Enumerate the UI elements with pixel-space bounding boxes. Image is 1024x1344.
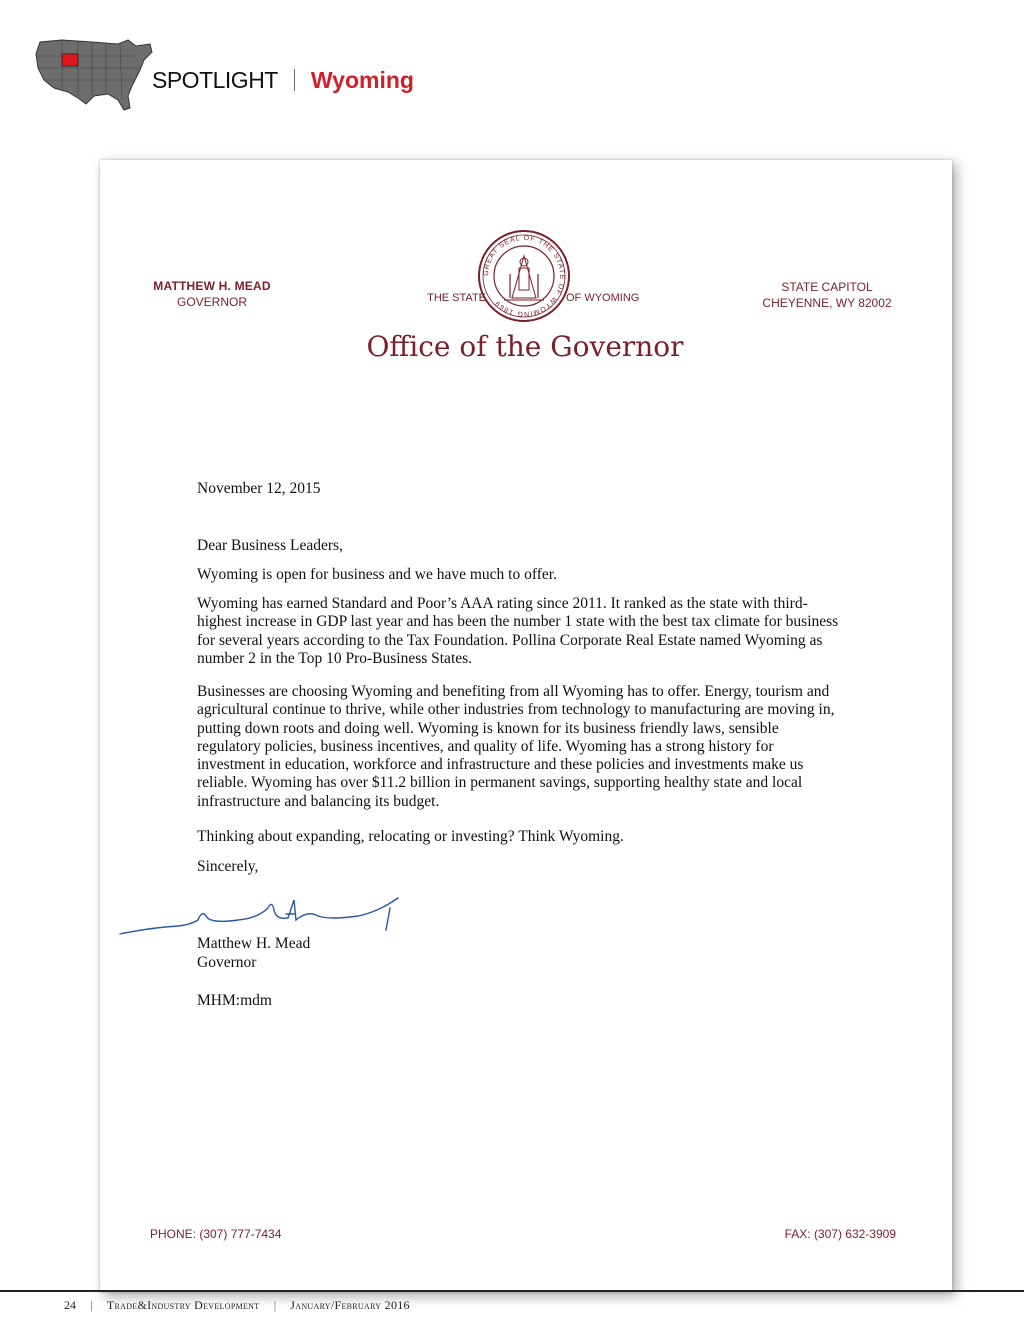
- paragraph-2: Wyoming has earned Standard and Poor’s AAA rating since 2011. It ranked as the state with third-highest increase in GDP last year and has been the number 1 state with the best tax climate for business for several years according to the Tax Foundation. Pollina Corporate Real Estate named Wyoming as number 2 in the Top 10 Pro-Business States.: [197, 595, 839, 667]
- paragraph-4: Thinking about expanding, relocating or investing? Think Wyoming.: [197, 828, 624, 845]
- address-line-2: CHEYENNE, WY 82002: [762, 296, 892, 310]
- letter-date: November 12, 2015: [197, 480, 321, 497]
- signer-title: Governor: [197, 954, 257, 971]
- state-name: Wyoming: [310, 66, 414, 93]
- header-divider: [294, 69, 295, 91]
- footer-rule: [0, 1290, 1024, 1292]
- paragraph-1: Wyoming is open for business and we have much to offer.: [197, 566, 557, 583]
- paragraph-3: Businesses are choosing Wyoming and benefiting from all Wyoming has to offer. Energy, tourism and agricultural continue to thrive, while other industries from technology to manufacturing are moving in, putting down roots and doing well. Wyoming is known for its business friendly laws, sensible regulatory policies, business incentives, and quality of life. Wyoming has a strong history for investment in education, workforce and infrastructure and these policies and investments make us reliable. Wyoming has over $11.2 billion in permanent savings, supporting healthy state and local infrastructure and balancing its budget.: [197, 683, 835, 810]
- phone-number: PHONE: (307) 777-7434: [150, 1227, 282, 1241]
- state-seal-icon: [476, 228, 572, 324]
- issue-date: January/February 2016: [290, 1298, 410, 1312]
- footer-separator: |: [273, 1299, 277, 1312]
- office-title: Office of the Governor: [366, 330, 684, 363]
- salutation: Dear Business Leaders,: [197, 537, 343, 554]
- state-label-left: THE STATE: [427, 292, 486, 304]
- section-label: SPOTLIGHT: [152, 66, 278, 93]
- address-line-1: STATE CAPITOL: [781, 280, 873, 294]
- signer-name: Matthew H. Mead: [197, 935, 311, 952]
- closing: Sincerely,: [197, 858, 259, 875]
- reference-initials: MHM:mdm: [197, 992, 272, 1009]
- page-footer: [64, 1298, 410, 1313]
- governor-name: MATTHEW H. MEAD: [153, 279, 271, 293]
- state-label-right: OF WYOMING: [566, 292, 640, 304]
- publication-name: Trade&Industry Development: [106, 1298, 260, 1312]
- signature: [118, 890, 418, 940]
- fax-number: FAX: (307) 632-3909: [784, 1227, 896, 1241]
- us-map-icon: [32, 34, 156, 114]
- spotlight-header: [152, 64, 414, 96]
- footer-separator: |: [90, 1299, 93, 1312]
- page-number: 24: [64, 1298, 76, 1312]
- governor-title: GOVERNOR: [176, 295, 247, 309]
- seal-text: GREAT SEAL OF THE STATE OF WYOMING 1869: [482, 234, 566, 318]
